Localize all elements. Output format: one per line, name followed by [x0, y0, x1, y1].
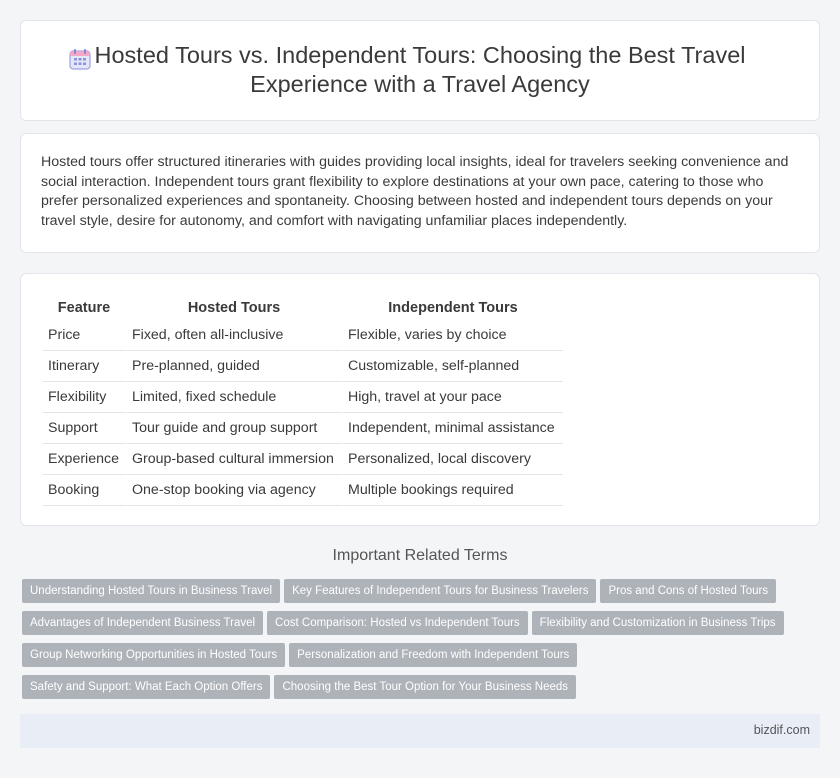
related-term-link[interactable]: Safety and Support: What Each Option Offers [22, 675, 270, 699]
comparison-card [20, 273, 820, 526]
cell-feature: Support [43, 413, 125, 444]
cell-feature: Itinerary [43, 351, 125, 382]
tag-row [22, 611, 822, 643]
related-term-link[interactable]: Advantages of Independent Business Travel [22, 611, 263, 635]
cell-independent: Independent, minimal assistance [341, 413, 563, 444]
header-independent-tours: Independent Tours [341, 296, 563, 320]
related-terms-title: Important Related Terms [332, 547, 508, 564]
header-feature: Feature [57, 299, 111, 316]
cell-hosted: Group-based cultural immersion [125, 444, 341, 475]
related-term-link[interactable]: Personalization and Freedom with Independent Tours [289, 643, 577, 667]
cell-feature: Experience [43, 444, 125, 475]
table-row [43, 382, 563, 413]
cell-hosted: Tour guide and group support [125, 413, 341, 444]
related-term-link[interactable]: Group Networking Opportunities in Hosted Tours [22, 643, 285, 667]
cell-feature: Flexibility [43, 382, 125, 413]
header-hosted-tours: Hosted Tours [125, 296, 341, 320]
cell-independent: Personalized, local discovery [341, 444, 563, 475]
table-header-row [43, 296, 563, 320]
cell-hosted: One-stop booking via agency [125, 475, 341, 506]
cell-feature: Price [43, 320, 125, 351]
intro-card [20, 133, 820, 253]
related-term-link[interactable]: Cost Comparison: Hosted vs Independent Tours [267, 611, 528, 635]
table-row [43, 351, 563, 382]
related-term-link[interactable]: Key Features of Independent Tours for Business Travelers [284, 579, 596, 603]
table-row [43, 413, 563, 444]
table-row [43, 320, 563, 351]
cell-hosted: Fixed, often all-inclusive [125, 320, 341, 351]
related-term-link[interactable]: Pros and Cons of Hosted Tours [600, 579, 776, 603]
cell-independent: Flexible, varies by choice [341, 320, 563, 351]
intro-paragraph: Hosted tours offer structured itineraries with guides providing local insights, ideal for travelers seeking convenience and social interaction. Independent tours grant flexibility to explore destinations at your own pace, catering to those who prefer personalized experiences and spontaneity. Choosing between hosted and independent tours depends on your travel style, desire for autonomy, and comfort with navigating unfamiliar places independently. [41, 154, 789, 229]
related-terms-list [22, 579, 822, 707]
tag-row [22, 579, 822, 611]
footer-bar [20, 714, 820, 748]
page-title: Hosted Tours vs. Independent Tours: Choosing the Best Travel Experience with a Travel Agency [94, 42, 746, 97]
cell-feature: Booking [43, 475, 125, 506]
related-term-link[interactable]: Choosing the Best Tour Option for Your Business Needs [274, 675, 576, 699]
tag-row [22, 643, 822, 675]
footer-brand[interactable]: bizdif.com [753, 723, 810, 737]
related-term-link[interactable]: Understanding Hosted Tours in Business Travel [22, 579, 280, 603]
comparison-table [43, 296, 563, 506]
cell-independent: Multiple bookings required [341, 475, 563, 506]
table-row [43, 475, 563, 506]
cell-independent: High, travel at your pace [341, 382, 563, 413]
cell-hosted: Pre-planned, guided [125, 351, 341, 382]
header-card [20, 20, 820, 121]
cell-independent: Customizable, self-planned [341, 351, 563, 382]
table-row [43, 444, 563, 475]
tag-row [22, 675, 822, 707]
cell-hosted: Limited, fixed schedule [125, 382, 341, 413]
related-term-link[interactable]: Flexibility and Customization in Business Trips [532, 611, 784, 635]
